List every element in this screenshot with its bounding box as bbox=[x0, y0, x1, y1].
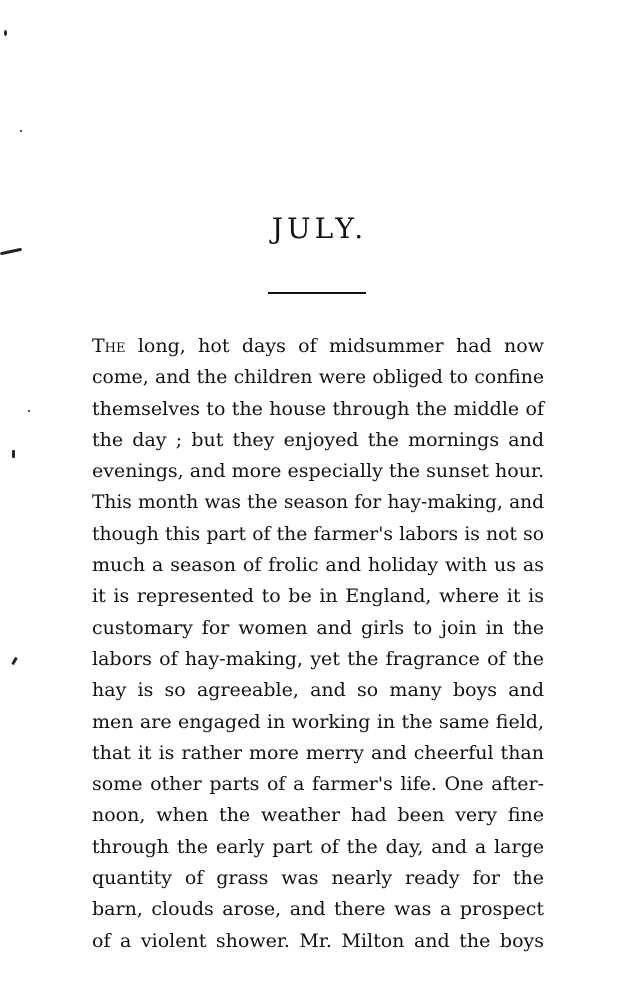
paragraph-opening-word: The bbox=[92, 335, 126, 357]
text-line: evenings, and more especially the sunset hour. bbox=[92, 460, 544, 483]
text-line: men are engaged in working in the same field, bbox=[92, 710, 544, 733]
edge-speck bbox=[20, 130, 22, 132]
text-line: barn, clouds arose, and there was a prospect bbox=[92, 898, 544, 921]
text-line: hay is so agreeable, and so many boys and bbox=[92, 679, 544, 702]
page-edge-specks bbox=[0, 0, 40, 1000]
text-line: through the early part of the day, and a large bbox=[92, 835, 544, 858]
title-rule bbox=[268, 292, 366, 294]
text-line: themselves to the house through the middle of bbox=[92, 397, 544, 420]
text-line: quantity of grass was nearly ready for the bbox=[92, 867, 544, 890]
text-line: noon, when the weather had been very fine bbox=[92, 804, 544, 827]
text-line: This month was the season for hay-making, and bbox=[92, 492, 544, 514]
text-line: labors of hay-making, yet the fragrance of the bbox=[92, 647, 544, 670]
text-line: it is represented to be in England, where it is bbox=[92, 585, 544, 608]
text-line bbox=[92, 331, 544, 362]
text-line-content: long, hot days of midsummer had now bbox=[137, 335, 544, 357]
text-line: customary for women and girls to join in the bbox=[92, 616, 544, 639]
edge-speck bbox=[0, 248, 22, 256]
text-line: that it is rather more merry and cheerful than bbox=[92, 741, 544, 764]
text-line: much a season of frolic and holiday with us as bbox=[92, 554, 544, 577]
edge-speck bbox=[11, 657, 18, 665]
edge-speck bbox=[12, 450, 15, 458]
edge-speck bbox=[28, 410, 30, 412]
text-line: of a violent shower. Mr. Milton and the boys bbox=[92, 929, 544, 952]
chapter-title: JULY. bbox=[271, 212, 368, 245]
text-line: though this part of the farmer's labors is not so bbox=[92, 523, 544, 545]
edge-speck bbox=[4, 30, 7, 36]
text-line: come, and the children were obliged to confine bbox=[92, 367, 544, 389]
text-line: some other parts of a farmer's life. One after- bbox=[92, 773, 544, 796]
text-line: the day ; but they enjoyed the mornings and bbox=[92, 428, 544, 451]
body-paragraph bbox=[92, 331, 544, 957]
